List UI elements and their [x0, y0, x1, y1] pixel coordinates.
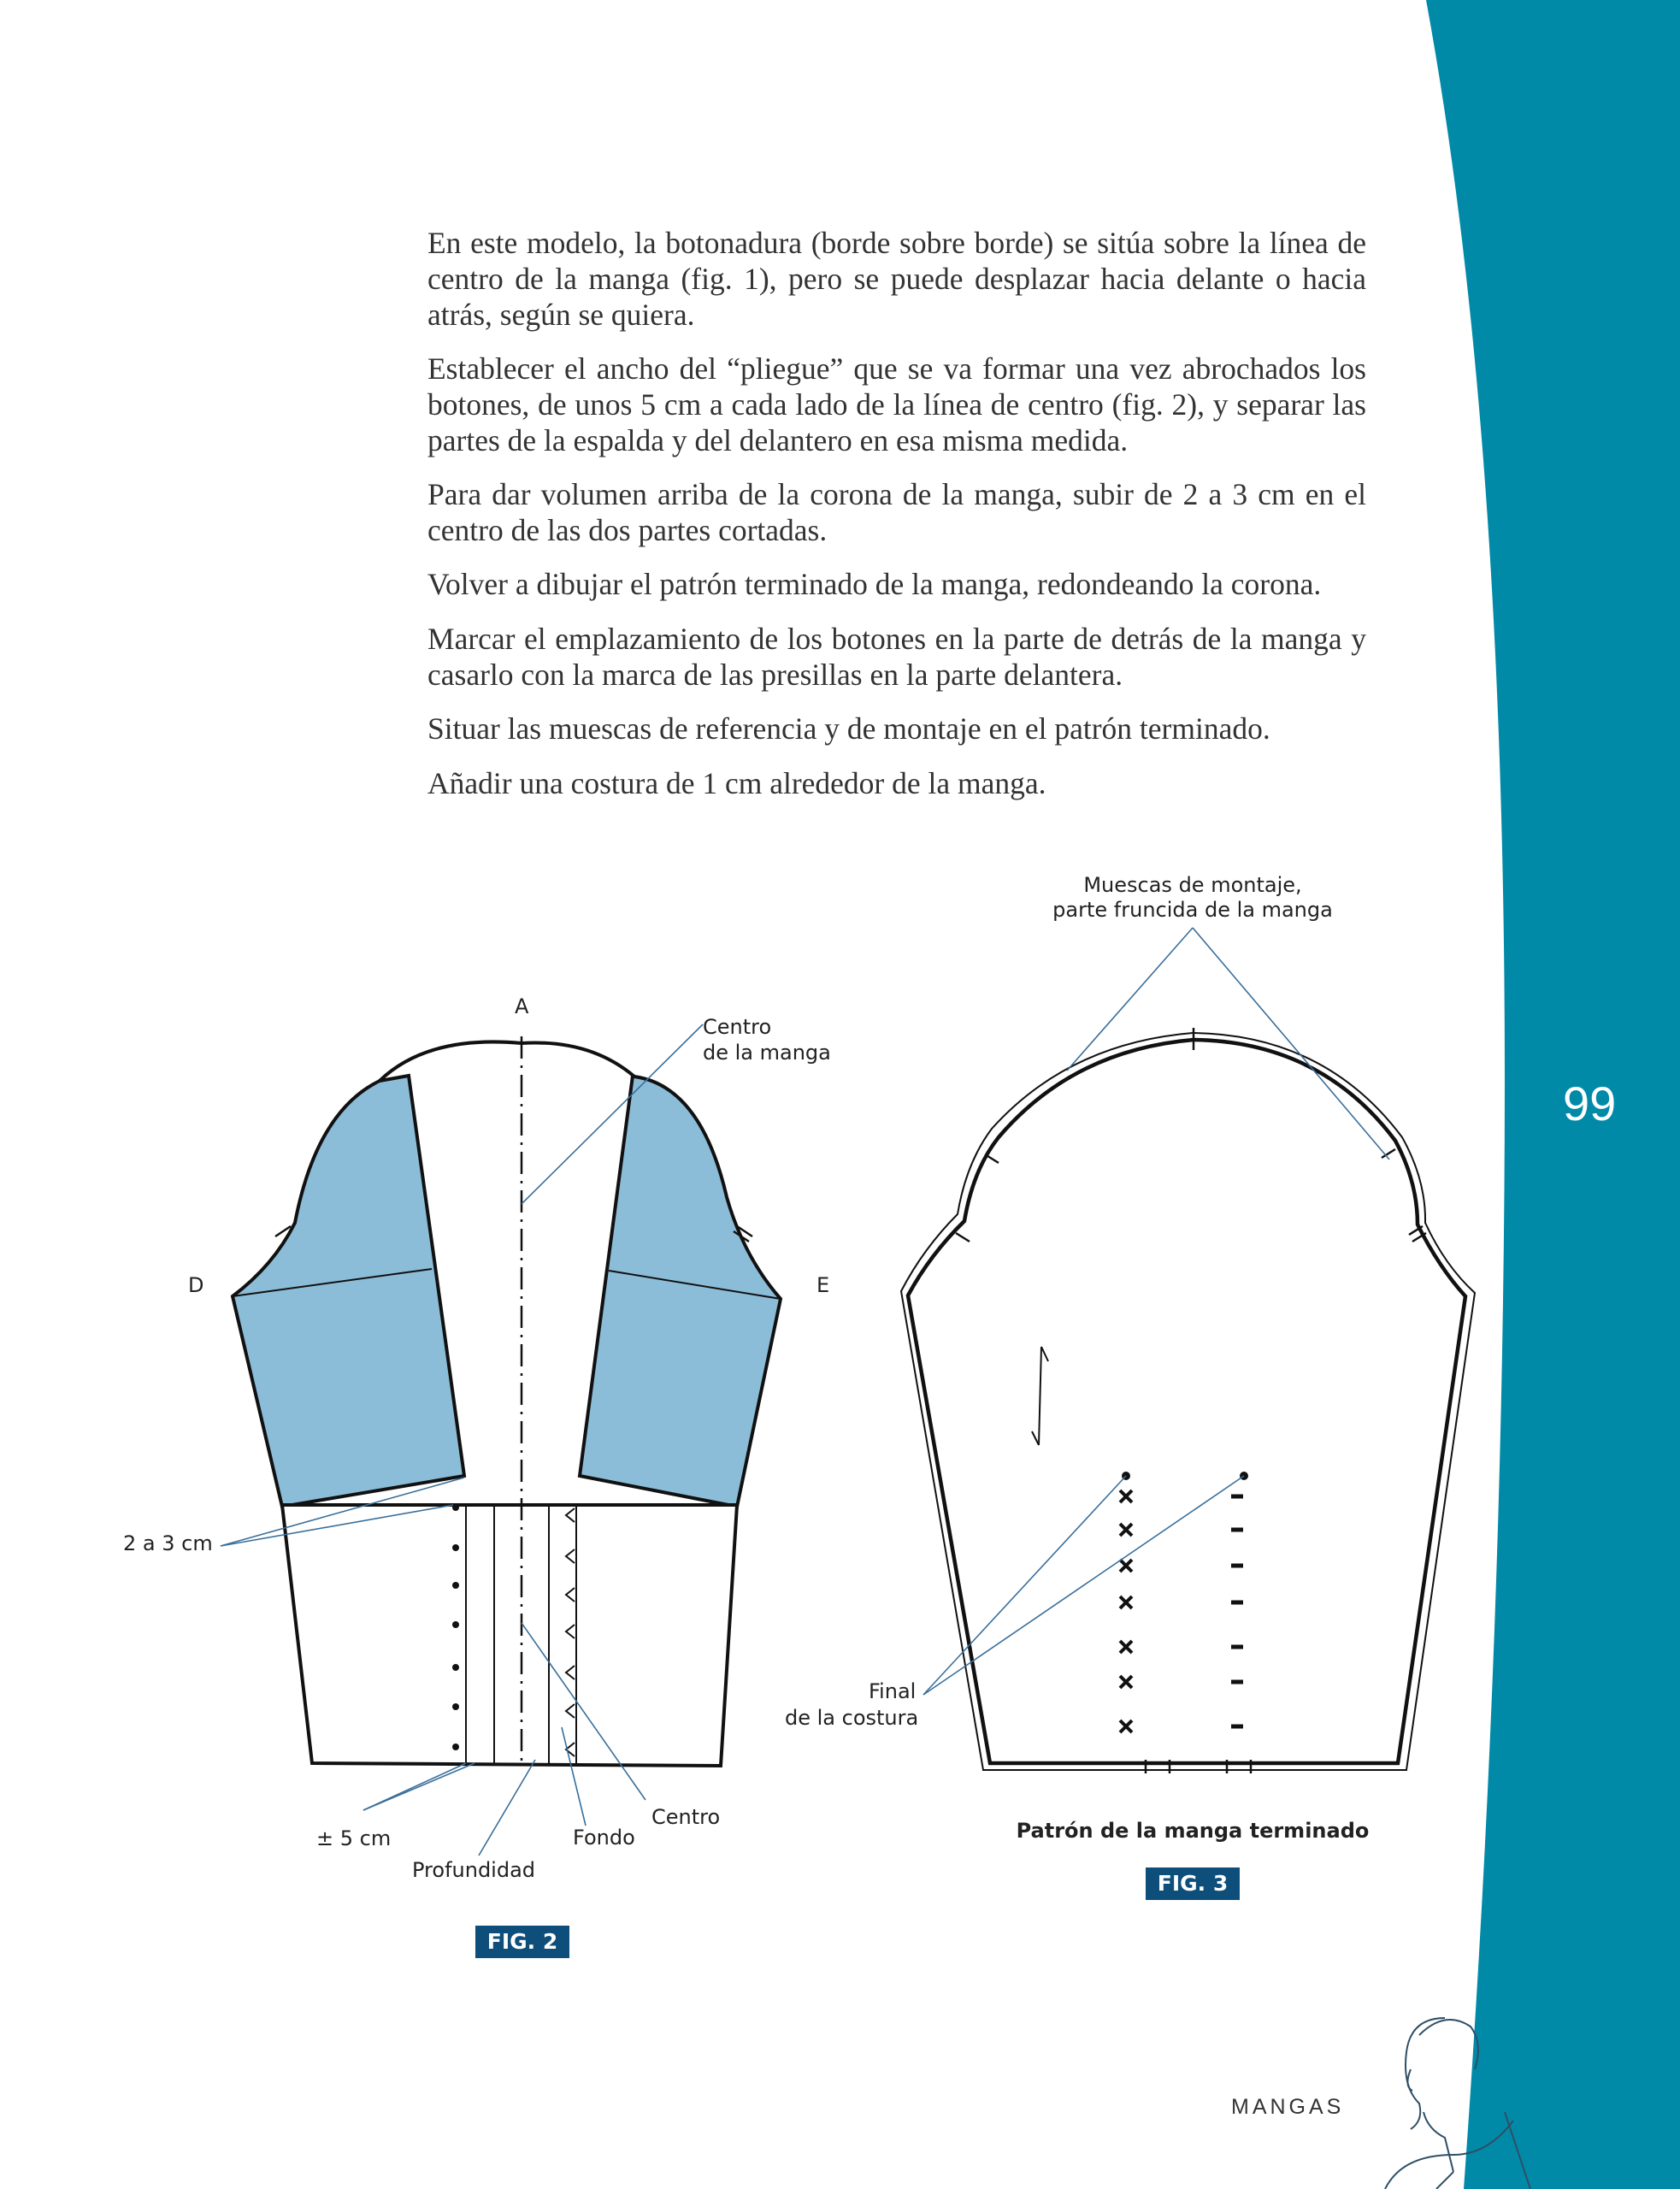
fig2-centro-manga-line2: de la manga — [703, 1041, 831, 1065]
fig3-badge: FIG. 3 — [1146, 1867, 1240, 1900]
fig2-label-a: A — [515, 994, 529, 1018]
fig2-badge: FIG. 2 — [475, 1926, 569, 1958]
paragraph-6: Situar las muescas de referencia y de montaje en el patrón terminado. — [427, 711, 1270, 746]
fig2-crown — [380, 1041, 634, 1081]
paragraph-7: Añadir una costura de 1 cm alrededor de la manga. — [427, 766, 1046, 800]
fig3-caption: Patrón de la manga terminado — [1016, 1819, 1370, 1843]
fig2-label-e: E — [816, 1273, 830, 1297]
page-number: 99 — [1563, 1077, 1617, 1130]
paragraph-4: Volver a dibujar el patrón terminado de la manga, redondeando la corona. — [427, 567, 1322, 601]
paragraph-1: En este modelo, la botonadura (borde sobre borde) se sitúa sobre la línea de centro de la manga (fig. 1), pero se puede desplazar hacia delante o hacia atrás, según se quiera. — [427, 226, 1366, 332]
fig2-label-2a3cm: 2 a 3 cm — [123, 1531, 213, 1555]
fig3-muescas-line2: parte fruncida de la manga — [1052, 898, 1333, 922]
fig2-right-blue-piece — [580, 1076, 781, 1507]
fig2-label-profundidad: Profundidad — [412, 1858, 536, 1882]
fig3-final-line2: de la costura — [785, 1706, 919, 1730]
paragraph-2: Establecer el ancho del “pliegue” que se va formar una vez abrochados los botones, de unos 5 cm a cada lado de la línea de centro (fig. 2), y separar las partes de la espalda y del delantero en esa misma medida. — [427, 351, 1366, 457]
fig3-diagram — [901, 928, 1475, 1773]
paragraph-5: Marcar el emplazamiento de los botones en la parte de detrás de la manga y casarlo con la marca de las presillas en la parte delantera. — [427, 622, 1366, 692]
fig3-muescas-line1: Muescas de montaje, — [1083, 873, 1302, 897]
fig2-label-fondo: Fondo — [573, 1826, 635, 1850]
fig3-sleeve-outline — [908, 1040, 1465, 1763]
fig3-final-line1: Final — [869, 1679, 917, 1703]
fig2-lower-body — [282, 1505, 737, 1766]
paragraph-3: Para dar volumen arriba de la corona de la manga, subir de 2 a 3 cm en el centro de las dos partes cortadas. — [427, 477, 1366, 547]
fig2-label-5cm: ± 5 cm — [316, 1826, 392, 1850]
chapter-title: MANGAS — [1231, 2095, 1345, 2119]
fig2-centro-manga-line1: Centro — [703, 1015, 772, 1039]
fig2-diagram — [221, 1024, 781, 1856]
fig2-label-centro: Centro — [651, 1805, 721, 1829]
fig2-label-d: D — [188, 1273, 204, 1297]
